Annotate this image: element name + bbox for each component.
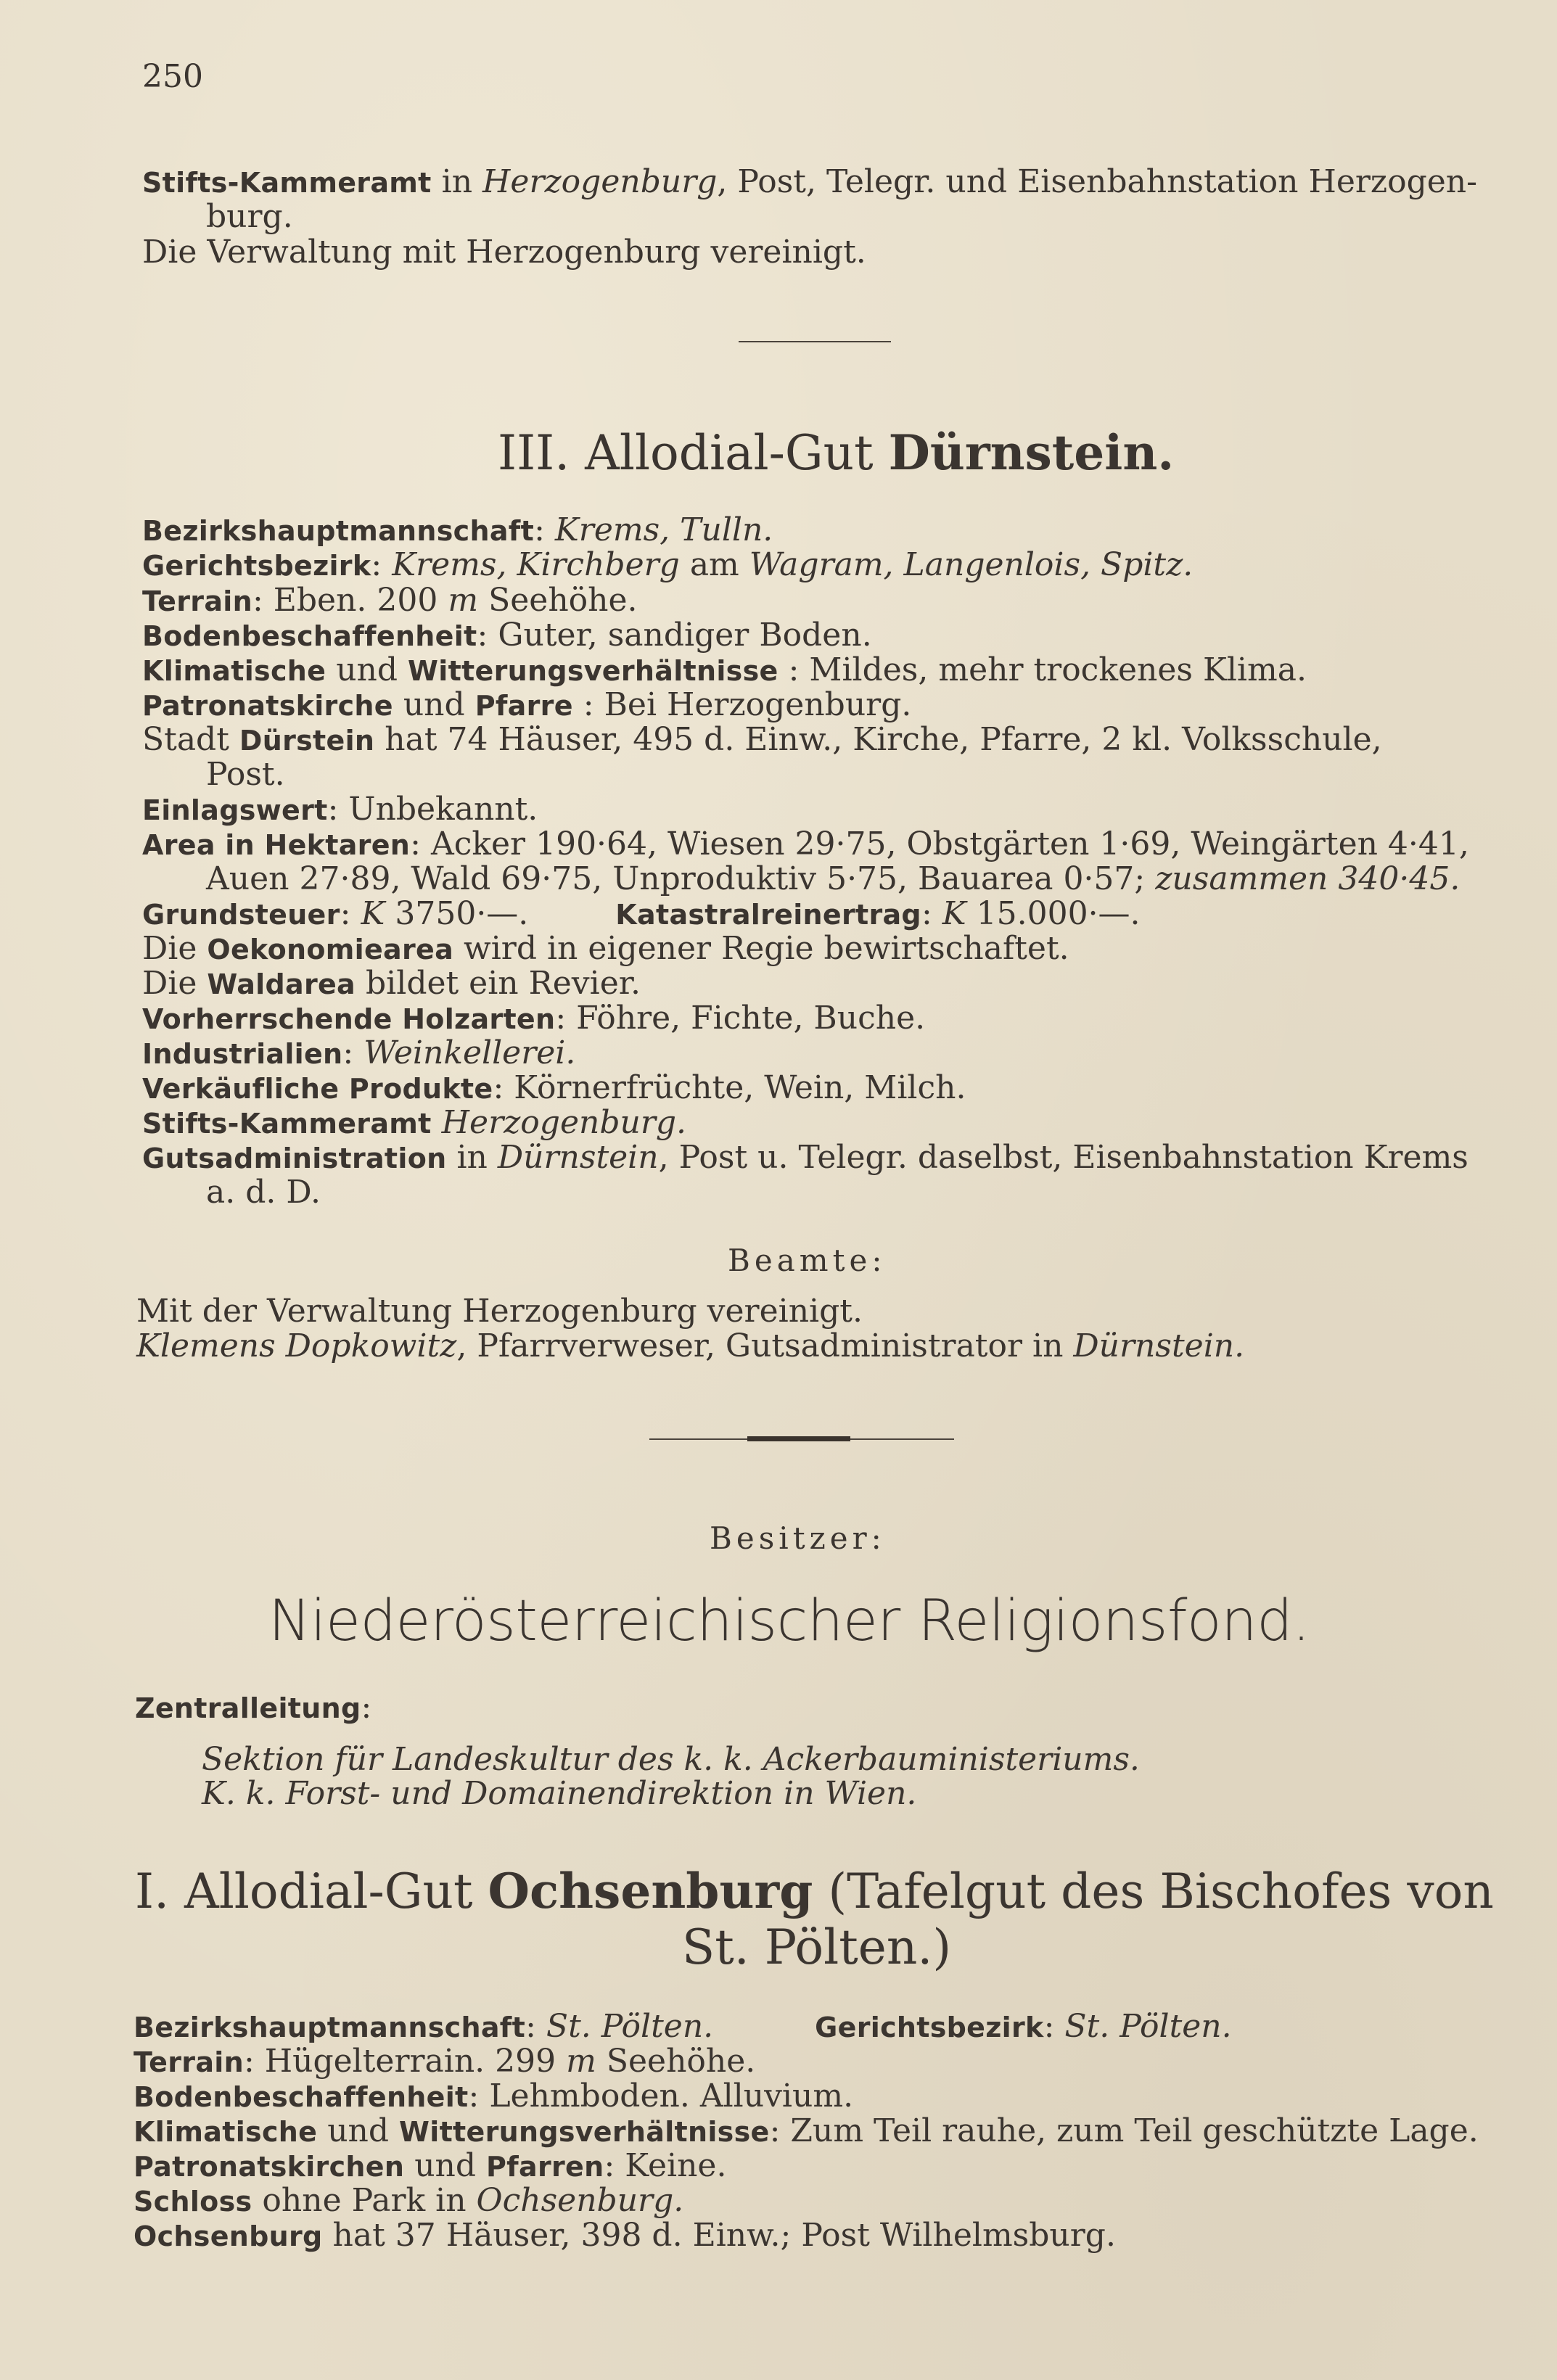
duern-terrain: Terrain: Eben. 200 m Seehöhe. <box>142 582 638 619</box>
duern-bezirk: Bezirkshauptmannschaft: Krems, Tulln. <box>142 511 773 548</box>
zentral-line-2: K. k. Forst- und Domainendirektion in Wien. <box>202 1775 917 1812</box>
divider-ornament-center <box>747 1436 850 1441</box>
duern-stadt: Stadt Dürstein hat 74 Häuser, 495 d. Einw., Kirche, Pfarre, 2 kl. Volksschule, <box>142 721 1382 758</box>
duern-wald: Die Waldarea bildet ein Revier. <box>142 965 641 1002</box>
duern-stifts: Stifts-Kammeramt Herzogenburg. <box>142 1104 687 1141</box>
beamte-line-1: Mit der Verwaltung Herzogenburg vereinigt. <box>136 1293 863 1330</box>
duern-stadt-cont: Post. <box>206 756 285 793</box>
zentral-label: Zentralleitung: <box>135 1689 372 1726</box>
beamte-line-2: Klemens Dopkowitz, Pfarrverweser, Gutsadministrator in Dürnstein. <box>136 1327 1245 1364</box>
duern-oeko: Die Oekonomiearea wird in eigener Regie bewirtschaftet. <box>142 930 1069 967</box>
duern-indu: Industrialien: Weinkellerei. <box>142 1034 576 1071</box>
ochs-schloss: Schloss ohne Park in Ochsenburg. <box>133 2182 684 2219</box>
duern-klima: Klimatische und Witterungsverhältnisse : Mildes, mehr trockenes Klima. <box>142 651 1307 688</box>
beamte-heading: Beamte: <box>728 1243 887 1278</box>
owner-name: Niederösterreichischer Religionsfond. <box>268 1589 1310 1654</box>
ochs-klima: Klimatische und Witterungsverhältnisse: Zum Teil rauhe, zum Teil geschützte Lage. <box>133 2112 1479 2149</box>
duern-holz: Vorherrschende Holzarten: Föhre, Fichte, Buche. <box>142 1000 926 1037</box>
top-line-2: burg. <box>206 198 293 235</box>
ochs-ochsenburg: Ochsenburg hat 37 Häuser, 398 d. Einw.; Post Wilhelmsburg. <box>133 2217 1116 2254</box>
top-line-3: Die Verwaltung mit Herzogenburg vereinigt. <box>142 234 866 271</box>
duern-guts: Gutsadministration in Dürnstein, Post u. Telegr. daselbst, Eisenbahnstation Krems <box>142 1139 1468 1176</box>
besitzer-heading: Besitzer: <box>710 1520 886 1556</box>
section-heading-ochsenburg-line2: St. Pölten.) <box>682 1919 952 1975</box>
ochs-patronat: Patronatskirchen und Pfarren: Keine. <box>133 2147 727 2184</box>
duern-patronat: Patronatskirche und Pfarre : Bei Herzogenburg. <box>142 686 912 723</box>
divider-short <box>739 341 891 342</box>
top-line-1: Stifts-Kammeramt in Herzogenburg, Post, Telegr. und Eisenbahnstation Herzogen- <box>142 163 1477 200</box>
duern-verk: Verkäufliche Produkte: Körnerfrüchte, Wein, Milch. <box>142 1069 966 1106</box>
duern-grund: Grundsteuer: K 3750·—. Katastralreinertrag: K 15.000·—. <box>142 895 1141 932</box>
ochs-boden: Bodenbeschaffenheit: Lehmboden. Alluvium. <box>133 2078 854 2115</box>
duern-boden: Bodenbeschaffenheit: Guter, sandiger Boden. <box>142 617 872 654</box>
ochs-bezirk: Bezirkshauptmannschaft: St. Pölten. Gerichtsbezirk: St. Pölten. <box>133 2008 1232 2045</box>
ochs-terrain: Terrain: Hügelterrain. 299 m Seehöhe. <box>133 2043 756 2080</box>
zentral-line-1: Sektion für Landeskultur des k. k. Ackerbauministeriums. <box>202 1741 1140 1778</box>
duern-area: Area in Hektaren: Acker 190·64, Wiesen 29·75, Obstgärten 1·69, Weingärten 4·41, <box>142 825 1469 862</box>
section-heading-duernstein: III. Allodial-Gut Dürnstein. <box>498 424 1175 481</box>
page-number: 250 <box>142 58 203 95</box>
duern-gericht: Gerichtsbezirk: Krems, Kirchberg am Wagram, Langenlois, Spitz. <box>142 546 1194 583</box>
duern-einlag: Einlagswert: Unbekannt. <box>142 791 538 828</box>
section-heading-ochsenburg: I. Allodial-Gut Ochsenburg (Tafelgut des Bischofes von <box>135 1863 1494 1919</box>
duern-area-cont: Auen 27·89, Wald 69·75, Unproduktiv 5·75, Bauarea 0·57; zusammen 340·45. <box>206 860 1461 897</box>
duern-guts-cont: a. d. D. <box>206 1174 321 1211</box>
